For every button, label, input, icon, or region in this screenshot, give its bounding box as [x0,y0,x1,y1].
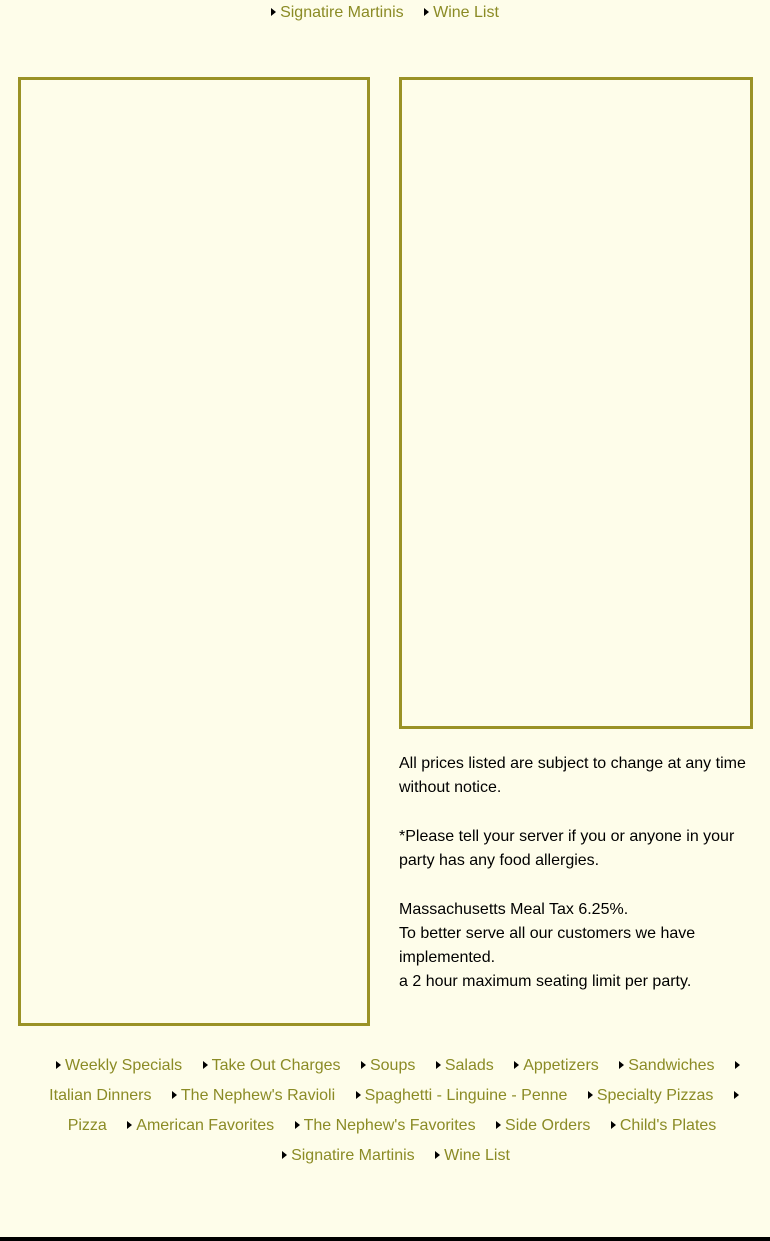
nav-link-italian-dinners[interactable]: Italian Dinners [49,1087,152,1104]
notice-tax: Massachusetts Meal Tax 6.25%. [399,901,629,918]
arrow-right-icon [611,1121,616,1129]
bottom-nav-item [356,1087,568,1104]
arrow-right-icon [295,1121,300,1129]
nav-link-martinis[interactable]: Signatire Martinis [280,4,404,21]
nav-link-salads[interactable]: Salads [444,1057,494,1074]
arrow-right-icon [127,1121,132,1129]
notice-section [399,752,751,994]
arrow-right-icon [496,1121,501,1129]
top-nav-item-martinis [271,4,404,21]
nav-link-take-out-charges[interactable]: Take Out Charges [211,1057,341,1074]
bottom-nav-item [282,1147,415,1164]
bottom-nav-item [295,1117,476,1134]
bottom-nav-item [127,1117,274,1134]
nav-link-childs-plates[interactable]: Child's Plates [619,1117,717,1134]
bottom-nav-item [172,1087,335,1104]
arrow-right-icon [734,1091,739,1099]
bottom-nav-item [435,1147,510,1164]
arrow-right-icon [619,1061,624,1069]
arrow-right-icon [436,1061,441,1069]
nav-link-nephews-ravioli[interactable]: The Nephew's Ravioli [180,1087,336,1104]
arrow-right-icon [424,8,429,16]
nav-link-pizza[interactable]: Pizza [67,1117,107,1134]
bottom-nav [40,1051,752,1171]
nav-link-martinis[interactable]: Signatire Martinis [291,1147,415,1164]
footer-divider [0,1237,770,1241]
nav-link-appetizers[interactable]: Appetizers [523,1057,599,1074]
arrow-right-icon [282,1151,287,1159]
notice-limit: a 2 hour maximum seating limit per party. [399,973,692,990]
arrow-right-icon [172,1091,177,1099]
bottom-nav-item [361,1057,415,1074]
bottom-nav-item [611,1117,716,1134]
notice-prices: All prices listed are subject to change at any time without notice. [399,755,746,796]
arrow-right-icon [203,1061,208,1069]
bottom-nav-item [619,1057,714,1074]
arrow-right-icon [514,1061,519,1069]
nav-link-nephews-favorites[interactable]: The Nephew's Favorites [303,1117,476,1134]
notice-serve: To better serve all our customers we have implemented. [399,925,696,966]
nav-link-wine-list[interactable]: Wine List [444,1147,510,1164]
bottom-nav-item [514,1057,599,1074]
nav-link-soups[interactable]: Soups [369,1057,416,1074]
nav-link-american-favorites[interactable]: American Favorites [136,1117,275,1134]
bottom-nav-item [496,1117,590,1134]
nav-link-specialty-pizzas[interactable]: Specialty Pizzas [596,1087,714,1104]
nav-link-wine-list[interactable]: Wine List [433,4,499,21]
bottom-nav-item [436,1057,494,1074]
nav-link-spaghetti[interactable]: Spaghetti - Linguine - Penne [364,1087,568,1104]
arrow-right-icon [271,8,276,16]
notice-allergies: *Please tell your server if you or anyone in your party has any food allergies. [399,828,735,869]
bottom-nav-item [56,1057,182,1074]
top-nav-item-wine-list [424,4,499,21]
arrow-right-icon [361,1061,366,1069]
arrow-right-icon [356,1091,361,1099]
right-menu-panel [399,77,753,729]
nav-link-sandwiches[interactable]: Sandwiches [628,1057,715,1074]
top-nav [0,0,770,26]
nav-link-side-orders[interactable]: Side Orders [505,1117,591,1134]
nav-link-weekly-specials[interactable]: Weekly Specials [65,1057,183,1074]
left-menu-panel [18,77,370,1026]
arrow-right-icon [435,1151,440,1159]
arrow-right-icon [588,1091,593,1099]
arrow-right-icon [56,1061,61,1069]
bottom-nav-item [588,1087,714,1104]
bottom-nav-item [203,1057,341,1074]
arrow-right-icon [735,1061,740,1069]
